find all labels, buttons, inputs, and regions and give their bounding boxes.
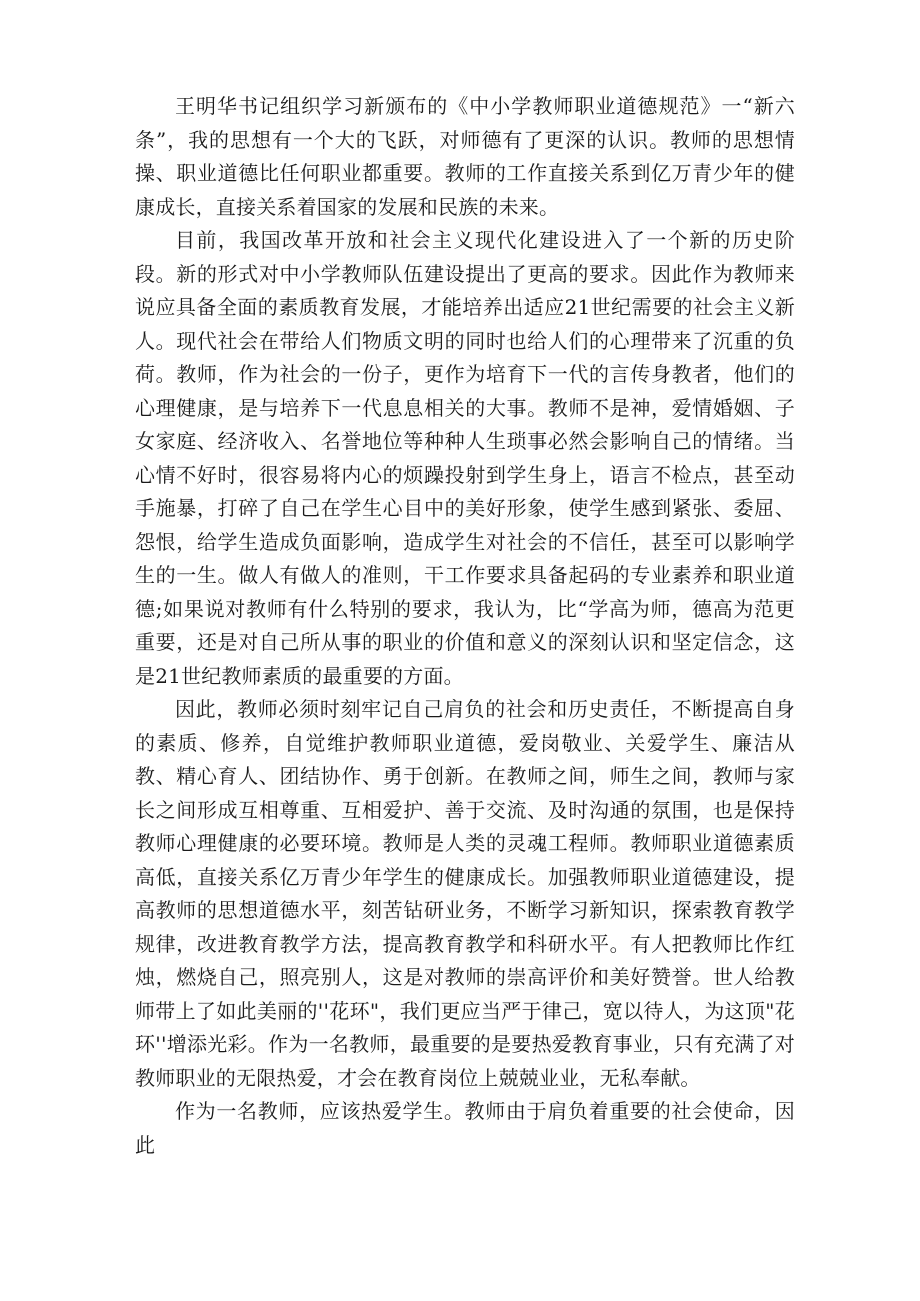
- document-body: [135, 90, 795, 1162]
- paragraph-2: 目前，我国改革开放和社会主义现代化建设进入了一个新的历史阶段。新的形式对中小学教师队伍建设提出了更高的要求。因此作为教师来说应具备全面的素质教育发展，才能培养出适应21世纪需要的社会主义新人。现代社会在带给人们物质文明的同时也给人们的心理带来了沉重的负荷。教师，作为社会的一份子，更作为培育下一代的言传身教者，他们的心理健康，是与培养下一代息息相关的大事。教师不是神，爱情婚姻、子女家庭、经济收入、名誉地位等种种人生琐事必然会影响自己的情绪。当心情不好时，很容易将内心的烦躁投射到学生身上，语言不检点，甚至动手施暴，打碎了自己在学生心目中的美好形象，使学生感到紧张、委屈、怨恨，给学生造成负面影响，造成学生对社会的不信任，甚至可以影响学生的一生。做人有做人的准则，干工作要求具备起码的专业素养和职业道德;如果说对教师有什么特别的要求，我认为，比“学高为师，德高为范更重要，还是对自己所从事的职业的价值和意义的深刻认识和坚定信念，这是21世纪教师素质的最重要的方面。: [135, 228, 795, 688]
- paragraph-1: 王明华书记组织学习新颁布的《中小学教师职业道德规范》一“新六条”，我的思想有一个大的飞跃，对师德有了更深的认识。教师的思想情操、职业道德比任何职业都重要。教师的工作直接关系到亿万青少年的健康成长，直接关系着国家的发展和民族的未来。: [135, 94, 795, 219]
- paragraph-4: 作为一名教师，应该热爱学生。教师由于肩负着重要的社会使命，因此: [135, 1099, 795, 1157]
- paragraph-3: 因此，教师必须时刻牢记自己肩负的社会和历史责任，不断提高自身的素质、修养，自觉维护教师职业道德，爱岗敬业、关爱学生、廉洁从教、精心育人、团结协作、勇于创新。在教师之间，师生之间，教师与家长之间形成互相尊重、互相爱护、善于交流、及时沟通的氛围，也是保持教师心理健康的必要环境。教师是人类的灵魂工程师。教师职业道德素质高低，直接关系亿万青少年学生的健康成长。加强教师职业道德建设，提高教师的思想道德水平，刻苦钻研业务，不断学习新知识，探索教育教学规律，改进教育教学方法，提高教育教学和科研水平。有人把教师比作红烛，燃烧自己，照亮别人，这是对教师的崇高评价和美好赞誉。世人给教师带上了如此美丽的''花环"，我们更应当严于律己，宽以待人，为这顶"花环''增添光彩。作为一名教师，最重要的是要热爱教育事业，只有充满了对教师职业的无限热爱，才会在教育岗位上兢兢业业，无私奉献。: [135, 697, 795, 1090]
